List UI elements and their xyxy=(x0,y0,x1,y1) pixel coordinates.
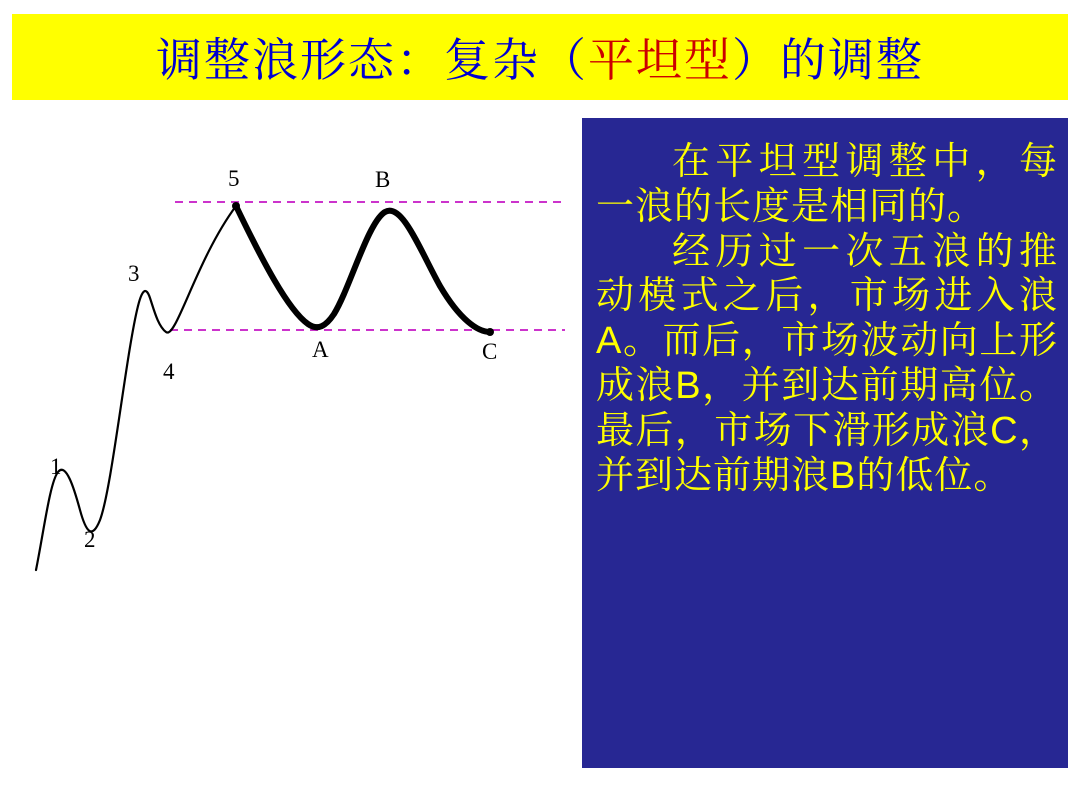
title-part-2: ）的调整 xyxy=(732,35,924,86)
wave-label-5: 5 xyxy=(228,166,240,191)
slide-title-banner xyxy=(12,14,1068,100)
wave-label-1: 1 xyxy=(50,454,62,479)
title-accent: 平坦型 xyxy=(588,35,732,86)
title-part-1: 调整浪形态：复杂（ xyxy=(156,35,588,86)
wave-chart-svg xyxy=(0,110,570,800)
wave-label-b: B xyxy=(375,167,391,192)
wave-c-end-marker xyxy=(486,328,494,336)
elliott-wave-diagram xyxy=(0,110,570,800)
wave-label-4: 4 xyxy=(163,359,175,384)
wave-label-a: A xyxy=(312,337,329,362)
description-paragraph-2: 经历过一次五浪的推动模式之后，市场进入浪A。而后，市场波动向上形成浪B，并到达前期高位。最后，市场下滑形成浪C，并到达前期浪B的低位。 xyxy=(596,230,1058,497)
correction-wave-path xyxy=(236,206,490,332)
wave-label-3: 3 xyxy=(128,261,140,286)
description-panel xyxy=(582,118,1068,768)
wave-label-c: C xyxy=(482,339,498,364)
description-paragraph-1: 在平坦型调整中，每一浪的长度是相同的。 xyxy=(596,141,1058,228)
wave-label-2: 2 xyxy=(84,527,96,552)
page-title xyxy=(156,24,924,90)
